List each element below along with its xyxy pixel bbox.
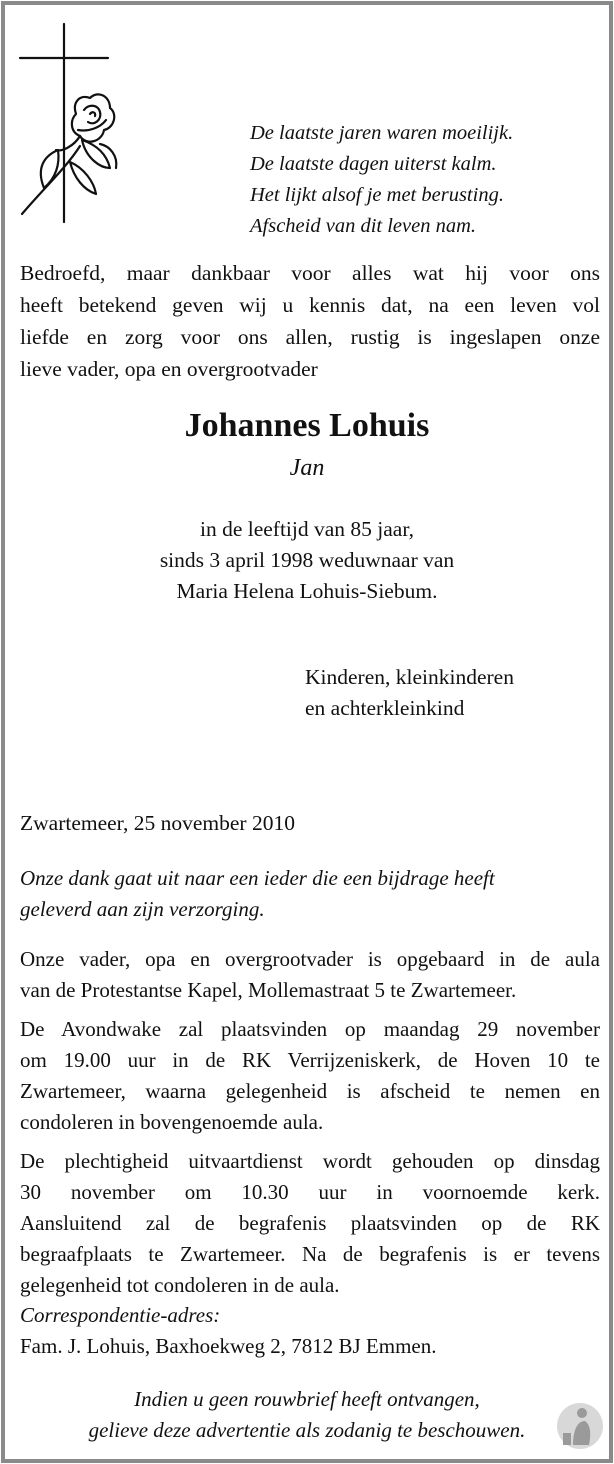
age-line: sinds 3 april 1998 weduwnaar van	[159, 548, 455, 572]
vigil-paragraph	[20, 1014, 600, 1138]
paragraph-line: Aansluitend zal de begrafenis plaatsvinden op de RK	[20, 1211, 600, 1235]
poem	[250, 118, 590, 242]
thanks-line: geleverd aan zijn verzorging.	[20, 897, 265, 921]
survivors-line: Kinderen, kleinkinderen	[305, 665, 514, 689]
paragraph-line: Onze vader, opa en overgrootvader is opgebaard in de aula	[20, 947, 600, 971]
footer-note	[0, 1384, 614, 1446]
laid-out-paragraph	[20, 944, 600, 1006]
intro-line: lieve vader, opa en overgrootvader	[20, 357, 318, 381]
paragraph-line: De plechtigheid uitvaartdienst wordt gehouden op dinsdag	[20, 1149, 600, 1173]
service-paragraph	[20, 1146, 600, 1301]
poem-line: De laatste jaren waren moeilijk.	[250, 122, 514, 144]
survivors-line: en achterkleinkind	[305, 696, 465, 720]
paragraph-line: condoleren in bovengenoemde aula.	[20, 1110, 324, 1134]
intro-line: Bedroefd, maar dankbaar voor alles wat hij voor ons	[20, 261, 600, 285]
age-details	[0, 514, 614, 607]
age-line: Maria Helena Lohuis-Siebum.	[176, 579, 438, 603]
paragraph-line: De Avondwake zal plaatsvinden op maandag 29 november	[20, 1017, 600, 1041]
footer-line: Indien u geen rouwbrief heeft ontvangen,	[134, 1387, 480, 1411]
place-date: Zwartemeer, 25 november 2010	[20, 811, 295, 835]
paragraph-line: gelegenheid tot condoleren in de aula.	[20, 1273, 340, 1297]
cross-with-rose-icon	[14, 18, 124, 228]
paragraph-line: begraafplaats te Zwartemeer. Na de begrafenis is er tevens	[20, 1242, 600, 1266]
age-line: in de leeftijd van 85 jaar,	[199, 517, 415, 541]
deceased-name: Johannes Lohuis	[184, 407, 430, 444]
paragraph-line: om 19.00 uur in de RK Verrijzeniskerk, de Hoven 10 te	[20, 1048, 600, 1072]
thanks-line: Onze dank gaat uit naar een ieder die een bijdrage heeft	[20, 866, 495, 890]
mourning-figure-icon	[555, 1401, 605, 1451]
deceased-nickname: Jan	[289, 455, 325, 481]
paragraph-line: Zwartemeer, waarna gelegenheid is afscheid te nemen en	[20, 1079, 600, 1103]
paragraph-line: van de Protestantse Kapel, Mollemastraat 5 te Zwartemeer.	[20, 978, 517, 1002]
intro-line: liefde en zorg voor ons allen, rustig is ingeslapen onze	[20, 325, 600, 349]
announcement-intro	[20, 257, 600, 385]
correspondence-address: Fam. J. Lohuis, Baxhoekweg 2, 7812 BJ Emmen.	[20, 1334, 437, 1358]
footer-line: gelieve deze advertentie als zodanig te beschouwen.	[88, 1418, 526, 1442]
paragraph-line: 30 november om 10.30 uur in voornoemde kerk.	[20, 1180, 600, 1204]
intro-line: heeft betekend geven wij u kennis dat, na een leven vol	[20, 293, 600, 317]
poem-line: De laatste dagen uiterst kalm.	[250, 153, 497, 175]
survivors	[305, 662, 605, 724]
correspondence-label: Correspondentie-adres:	[20, 1303, 221, 1327]
poem-line: Het lijkt alsof je met berusting.	[250, 184, 504, 206]
thanks-note	[20, 863, 600, 925]
poem-line: Afscheid van dit leven nam.	[250, 215, 477, 237]
